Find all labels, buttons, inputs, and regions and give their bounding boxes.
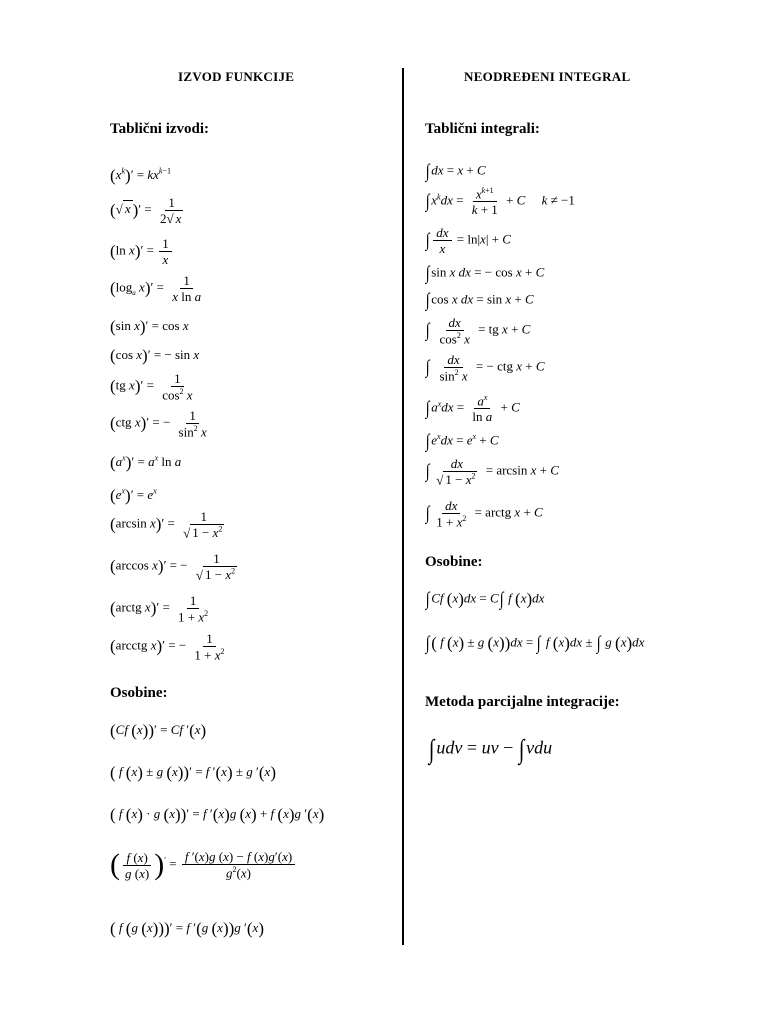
integral-power: ∫ $x^kdx$ = $\frac{x^{k+1}}{k + 1}$ + C k ≠ −1 xyxy=(425,186,575,218)
integral-property-constant: ∫ Cf (x)dx = C∫ f (x)dx xyxy=(425,589,545,610)
derivative-arccos: (arccos x)′ = − $\frac{1}{√ 1 - x^2}$ xyxy=(110,551,236,583)
property-constant: (Cf (x))′ = Cf ′(x) xyxy=(110,721,207,740)
derivative-tg: (tg x)′ = $\frac{1}{\cos^2 x}$ xyxy=(110,371,193,403)
derivative-log: ($\log_a$ x)′ = $\frac{1}{\text{x ln a}}$ xyxy=(110,273,202,304)
derivative-sin: (sin x)′ = cos x xyxy=(110,317,189,336)
derivative-ln: (ln x)′ = $\frac{1}{x}$ xyxy=(110,237,174,266)
right-column-title: NEODREĐENI INTEGRAL xyxy=(464,69,631,84)
property-quotient: ( $\frac{f (x)}{g (x)}$ )′ = $\frac{f '(x)g (x) - f (x)g'(x)}{g^2(x)}$ xyxy=(110,850,297,880)
integral-arctg: ∫ $\frac{dx}{1 + x^2}$ = arctg x + C xyxy=(425,498,543,530)
integral-cos: ∫ cos x dx = sin x + C xyxy=(425,290,534,311)
integral-sin: ∫ sin x dx = − cos x + C xyxy=(425,263,545,284)
integral-csc2: ∫ $\frac{dx}{\sin^2 x}$ = − ctg x + C xyxy=(425,352,545,384)
integral-property-sum: ∫( f (x) ± g (x))dx = ∫ f (x)dx ± ∫ g (x)dx xyxy=(425,633,645,654)
integral-reciprocal: ∫ $\frac{dx}{x}$ = ln|x| + C xyxy=(425,225,511,256)
derivative-sqrt: (√ x )′ = $\frac{1}{2√ x}$ xyxy=(110,195,182,226)
integral-exp-a: ∫ $a^xdx$ = $\frac{a^x}{\text{ln a}}$ + C xyxy=(425,393,520,425)
property-product: ( f (x) · g (x))′ = f ′(x)g (x) + f (x)g ′(x) xyxy=(110,805,325,824)
right-osobine-heading: Osobine: xyxy=(425,554,483,570)
metoda-heading: Metoda parcijalne integracije: xyxy=(425,694,620,710)
derivative-arcsin: (arcsin x)′ = $\frac{1}{√ 1 - x^2}$ xyxy=(110,509,223,541)
derivative-arctg: (arctg x)′ = $\frac{1}{1 + x^2}$ xyxy=(110,593,209,625)
tablicni-integrali-heading: Tablični integrali: xyxy=(425,121,540,137)
left-column-title: IZVOD FUNKCIJE xyxy=(178,69,295,84)
derivative-ctg: (ctg x)′ = − $\frac{1}{\sin^2 x}$ xyxy=(110,408,207,440)
integral-exp-e: ∫ $e^xdx = e^x + C$ xyxy=(425,431,499,452)
left-osobine-heading: Osobine: xyxy=(110,685,168,701)
property-sum: ( f (x) ± g (x))′ = f ′(x) ± g ′(x) xyxy=(110,763,276,782)
integral-sec2: ∫ $\frac{dx}{\cos^2 x}$ = tg x + C xyxy=(425,315,531,347)
integral-dx: ∫ dx = x + C xyxy=(425,161,486,182)
derivative-exp-e: $(e^x)' = e^x$ xyxy=(110,486,157,505)
derivative-power: $(x^k)' = kx^{k-1}$ xyxy=(110,166,171,185)
derivative-cos: (cos x)′ = − sin x xyxy=(110,346,200,365)
column-divider xyxy=(402,68,404,945)
property-chain: ( f (g (x)))′ = f ′(g (x))g ′(x) xyxy=(110,919,264,938)
derivative-exp-a: $(a^x)' = a^x$ ln a xyxy=(110,453,182,472)
tablicni-izvodi-heading: Tablični izvodi: xyxy=(110,121,210,137)
integral-arcsin: ∫ $\frac{dx}{√ 1 - x^2}$ = arcsin x + C xyxy=(425,456,559,488)
derivative-arcctg: (arcctg x)′ = − $\frac{1}{1 + x^2}$ xyxy=(110,631,225,663)
partial-integration-formula: ∫ udv = uv − ∫ vdu xyxy=(428,734,553,764)
